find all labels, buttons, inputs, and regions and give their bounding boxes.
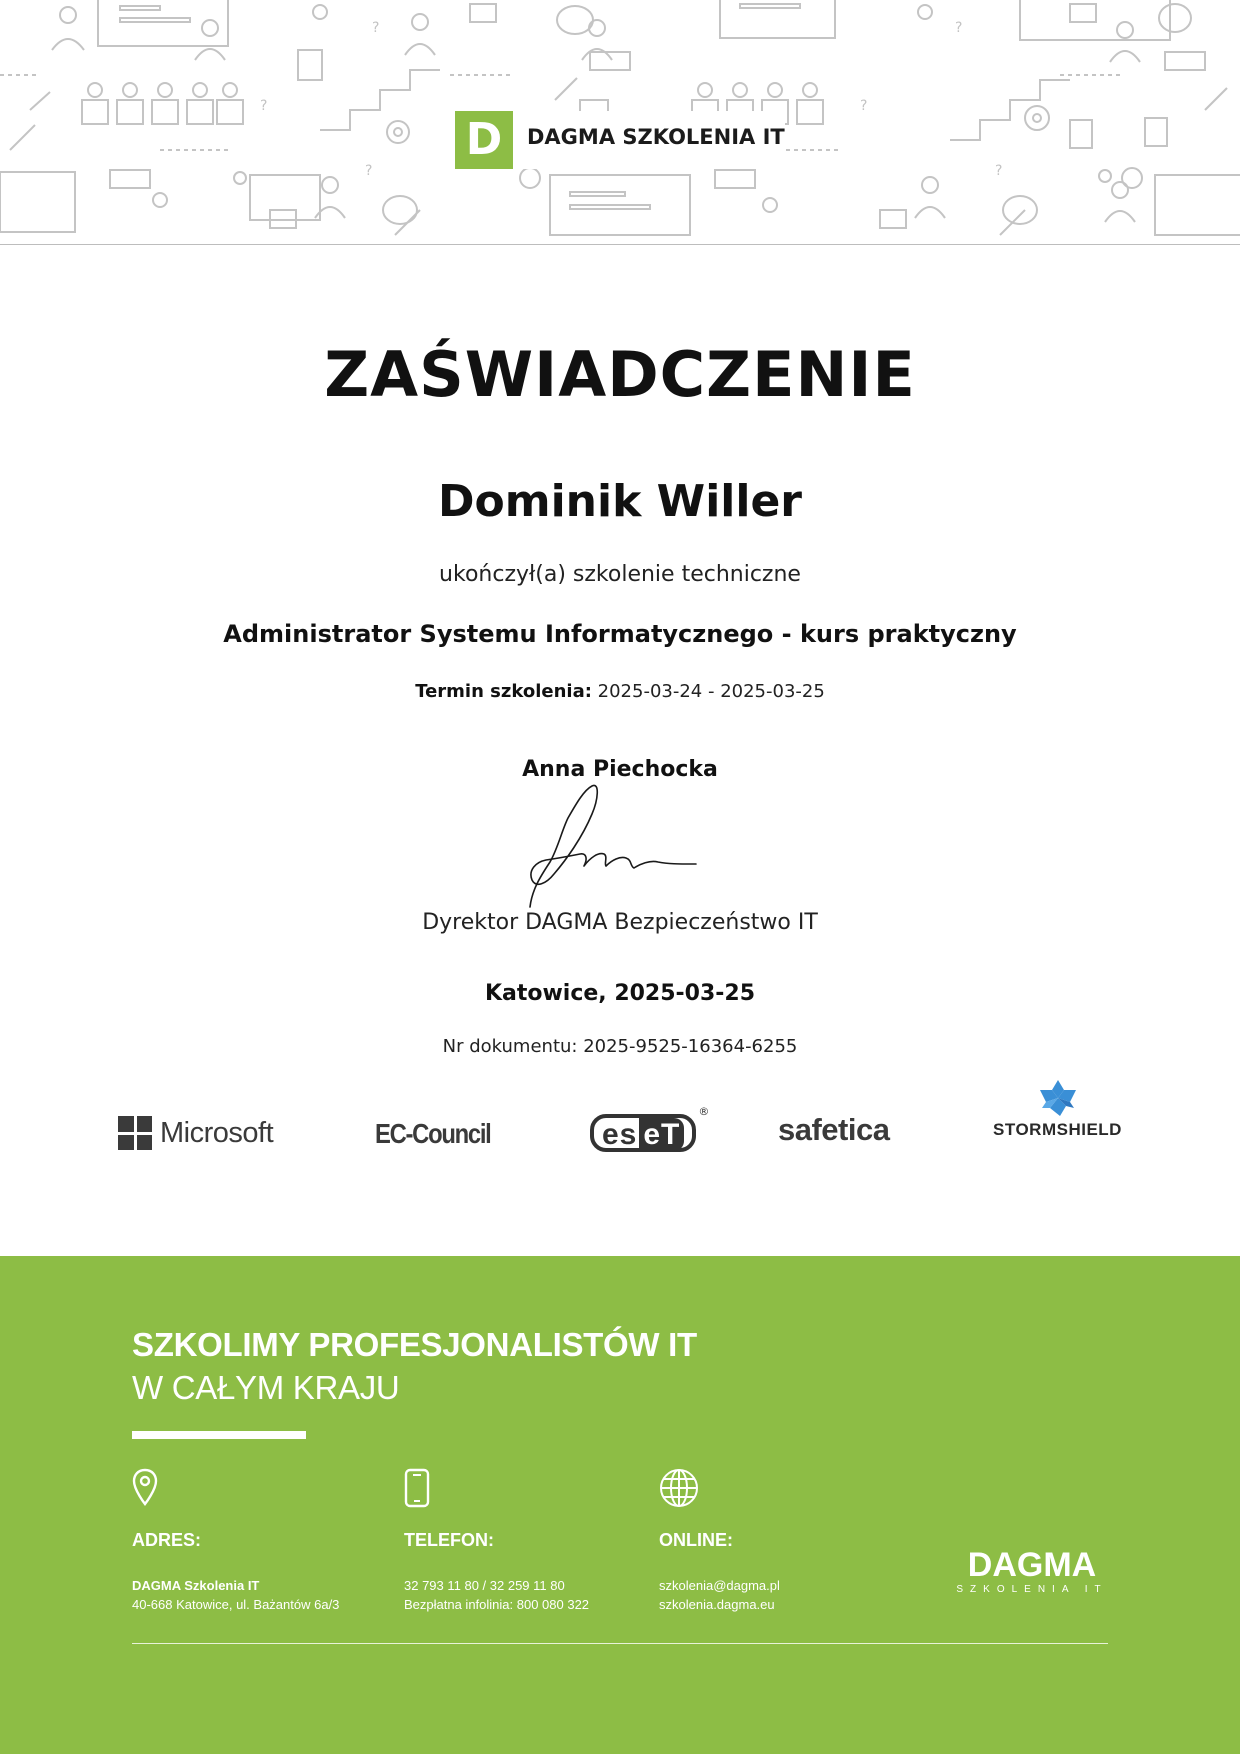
online-email[interactable]: szkolenia@dagma.pl	[659, 1578, 780, 1593]
safetica-logo: safetica	[778, 1112, 890, 1147]
dagma-logo	[455, 111, 785, 169]
dagma-footer-logo-sub: SZKOLENIA IT	[956, 1584, 1108, 1595]
completion-text: ukończył(a) szkolenie techniczne	[439, 562, 801, 587]
microsoft-logo-text: Microsoft	[160, 1116, 274, 1149]
address-heading: ADRES:	[132, 1530, 202, 1550]
stormshield-logo	[990, 1078, 1125, 1140]
footer-phone	[404, 1468, 590, 1612]
ec-council-logo: EC-Council	[375, 1118, 491, 1149]
dagma-footer-logo-name: DAGMA	[967, 1546, 1097, 1584]
svg-text:?: ?	[955, 20, 963, 36]
microsoft-logo	[118, 1116, 273, 1150]
partner-logos	[100, 1078, 1140, 1158]
online-website[interactable]: szkolenia.dagma.eu	[659, 1597, 775, 1612]
footer	[0, 1256, 1240, 1754]
dagma-logo-text: DAGMA SZKOLENIA IT	[527, 125, 785, 149]
eset-logo-left: es	[602, 1118, 638, 1151]
globe-icon	[659, 1468, 699, 1508]
eset-registered-mark: ®	[698, 1104, 710, 1118]
place-and-date: Katowice, 2025-03-25	[484, 981, 756, 1006]
footer-slogan-line2: W CAŁYM KRAJU	[132, 1369, 400, 1406]
document-number: Nr dokumentu: 2025-9525-16364-6255	[442, 1036, 798, 1057]
svg-text:?: ?	[995, 163, 1003, 179]
stormshield-logo-text: STORMSHIELD	[993, 1120, 1122, 1139]
training-term-label: Termin szkolenia:	[415, 681, 592, 702]
signer-name: Anna Piechocka	[522, 757, 718, 782]
footer-slogan-line1: SZKOLIMY PROFESJONALISTÓW IT	[132, 1326, 697, 1363]
stormshield-emblem-icon	[1036, 1078, 1080, 1118]
eset-logo	[590, 1104, 710, 1152]
footer-accent-bar	[132, 1431, 306, 1439]
svg-text:?: ?	[365, 163, 373, 179]
address-street: 40-668 Katowice, ul. Bażantów 6a/3	[132, 1597, 340, 1612]
microsoft-windows-icon	[118, 1116, 152, 1150]
training-term-value: 2025-03-24 - 2025-03-25	[597, 681, 825, 702]
phone-hotline: Bezpłatna infolinia: 800 080 322	[404, 1597, 590, 1612]
training-term	[0, 681, 1240, 702]
phone-numbers: 32 793 11 80 / 32 259 11 80	[404, 1578, 565, 1593]
svg-text:?: ?	[860, 98, 868, 114]
handwritten-signature	[520, 782, 720, 912]
location-pin-icon	[132, 1468, 158, 1508]
certificate-title: ZAŚWIADCZENIE	[324, 338, 916, 411]
footer-divider	[132, 1643, 1108, 1644]
dagma-logo-mark: D	[455, 111, 513, 169]
eset-logo-right: eT	[639, 1118, 684, 1151]
footer-online	[659, 1468, 780, 1612]
signer-role: Dyrektor DAGMA Bezpieczeństwo IT	[422, 910, 818, 935]
phone-icon	[404, 1468, 430, 1508]
dagma-footer-logo	[956, 1548, 1108, 1595]
recipient-name: Dominik Willer	[438, 476, 802, 527]
phone-heading: TELEFON:	[404, 1530, 494, 1550]
header-banner	[0, 0, 1240, 245]
address-company: DAGMA Szkolenia IT	[132, 1578, 260, 1593]
svg-text:?: ?	[372, 20, 380, 36]
svg-text:?: ?	[260, 98, 268, 114]
course-name: Administrator Systemu Informatycznego - kurs praktyczny	[223, 620, 1017, 648]
footer-address	[132, 1468, 340, 1612]
online-heading: ONLINE:	[659, 1530, 733, 1550]
eset-logo-pill	[590, 1114, 696, 1152]
